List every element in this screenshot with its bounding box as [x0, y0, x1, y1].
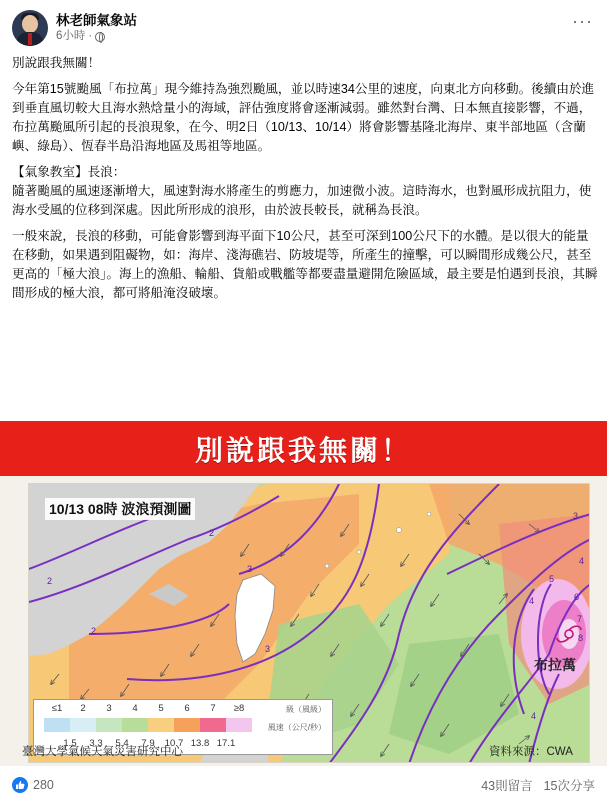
post-paragraph-2: 今年第15號颱風「布拉萬」現今維持為強烈颱風，並以時速34公里的速度，向東北方向移動。後續由於進到垂直風切較大且海水熱焓量小的海域，評估強度將會逐漸減弱。雖然對台灣、日本無直接影響，不過，布拉萬颱風所引起的長浪現象，在今、明2日（10/13、10/14）將會影響基隆北海岸、東半部地區（含蘭嶼、綠島）、恆春半島沿海地區及馬祖等地區。 [12, 82, 595, 153]
post-stats [0, 772, 607, 798]
legend-speed-label: 風速（公尺/秒） [267, 723, 326, 732]
legend-swatch [226, 718, 252, 732]
legend-speed: 3.3 [89, 738, 103, 749]
typhoon-label: 布拉萬 [534, 657, 576, 673]
legend-speed: 10.7 [164, 738, 184, 749]
post-header [12, 8, 137, 48]
legend-level: 7 [210, 703, 216, 714]
svg-text:2: 2 [47, 576, 53, 586]
legend-levels [44, 703, 252, 714]
map-title: 10/13 08時 波浪預測圖 [45, 498, 195, 520]
credit-right: 資料來源：CWA [489, 746, 573, 758]
legend-level: ≤1 [51, 703, 63, 714]
legend-speed: 13.8 [190, 738, 210, 749]
post-paragraph-3: 【氣象教室】長浪： 隨著颱風的風速逐漸增大，風速對海水將產生的剪應力，加速微小波。這時海水，也對風形成抗阻力，使海水受風的位移到深處。因此所形成的浪形，由於波長較長，就稱為長浪。 [12, 165, 592, 217]
comment-count[interactable]: 43則留言 [481, 779, 533, 793]
image-captions [0, 739, 607, 761]
legend-level: 2 [80, 703, 86, 714]
svg-text:3: 3 [573, 511, 579, 521]
legend-speed: 17.1 [216, 738, 236, 749]
avatar[interactable] [12, 10, 48, 46]
legend-speed: 1.5 [63, 738, 77, 749]
legend-swatch [200, 718, 226, 732]
wave-map [28, 483, 590, 763]
post-paragraph-4: 一般來說，長浪的移動，可能會影響到海平面下10公尺，甚至可深到100公尺下的水體。是以很大的能量在移動，如果遇到阻礙物，如：海岸、淺海礁岩、防坡堤等，所產生的撞擊，可以瞬間形成幾公尺，甚至更高的「極大浪」。海上的漁船、輪船、貨船或戰艦等都要盡量避開危險區域，最主要是怕遇到長浪，其瞬間形成的極大浪，都可將船淹沒破壞。 [12, 229, 598, 300]
banner-text: 別說跟我無關！ [194, 434, 412, 466]
legend-speed: 5.4 [115, 738, 129, 749]
credit-left: 臺灣大學氣候天氣災害研究中心 [22, 746, 183, 758]
meta-dot: · [88, 30, 93, 42]
legend-swatch [122, 718, 148, 732]
legend-level: 6 [184, 703, 190, 714]
legend-level: 4 [132, 703, 138, 714]
legend-swatch [96, 718, 122, 732]
legend-swatch [70, 718, 96, 732]
svg-text:6: 6 [574, 592, 580, 602]
share-count[interactable]: 15次分享 [543, 779, 595, 793]
svg-text:4: 4 [529, 596, 535, 606]
more-icon[interactable]: ··· [572, 11, 593, 31]
globe-icon [95, 32, 105, 42]
legend-levels-label: 級（風級） [286, 705, 326, 714]
svg-text:2: 2 [91, 626, 97, 636]
legend-swatch [148, 718, 174, 732]
svg-text:3: 3 [247, 564, 253, 574]
svg-text:2: 2 [209, 528, 215, 538]
post-time[interactable]: 6小時 [56, 30, 86, 42]
post-text [12, 54, 598, 310]
legend-swatches [44, 718, 252, 732]
legend-swatch [44, 718, 70, 732]
legend-level: ≥8 [233, 703, 245, 714]
svg-text:4: 4 [531, 711, 537, 721]
svg-text:4: 4 [579, 556, 585, 566]
legend-speed: 7.9 [141, 738, 155, 749]
legend-level: 5 [158, 703, 164, 714]
svg-text:3: 3 [265, 644, 271, 654]
svg-text:5: 5 [549, 574, 555, 584]
like-icon[interactable] [12, 777, 28, 793]
image-banner[interactable] [0, 421, 607, 476]
reaction-count[interactable]: 280 [33, 778, 54, 792]
post-meta [56, 29, 137, 44]
wave-forecast-image[interactable] [0, 476, 607, 766]
legend-swatch [174, 718, 200, 732]
author-name[interactable]: 林老師氣象站 [56, 13, 137, 28]
legend-level: 3 [106, 703, 112, 714]
post-paragraph-1: 別說跟我無關！ [12, 56, 101, 70]
svg-text:7: 7 [577, 614, 583, 624]
svg-text:8: 8 [578, 633, 584, 643]
